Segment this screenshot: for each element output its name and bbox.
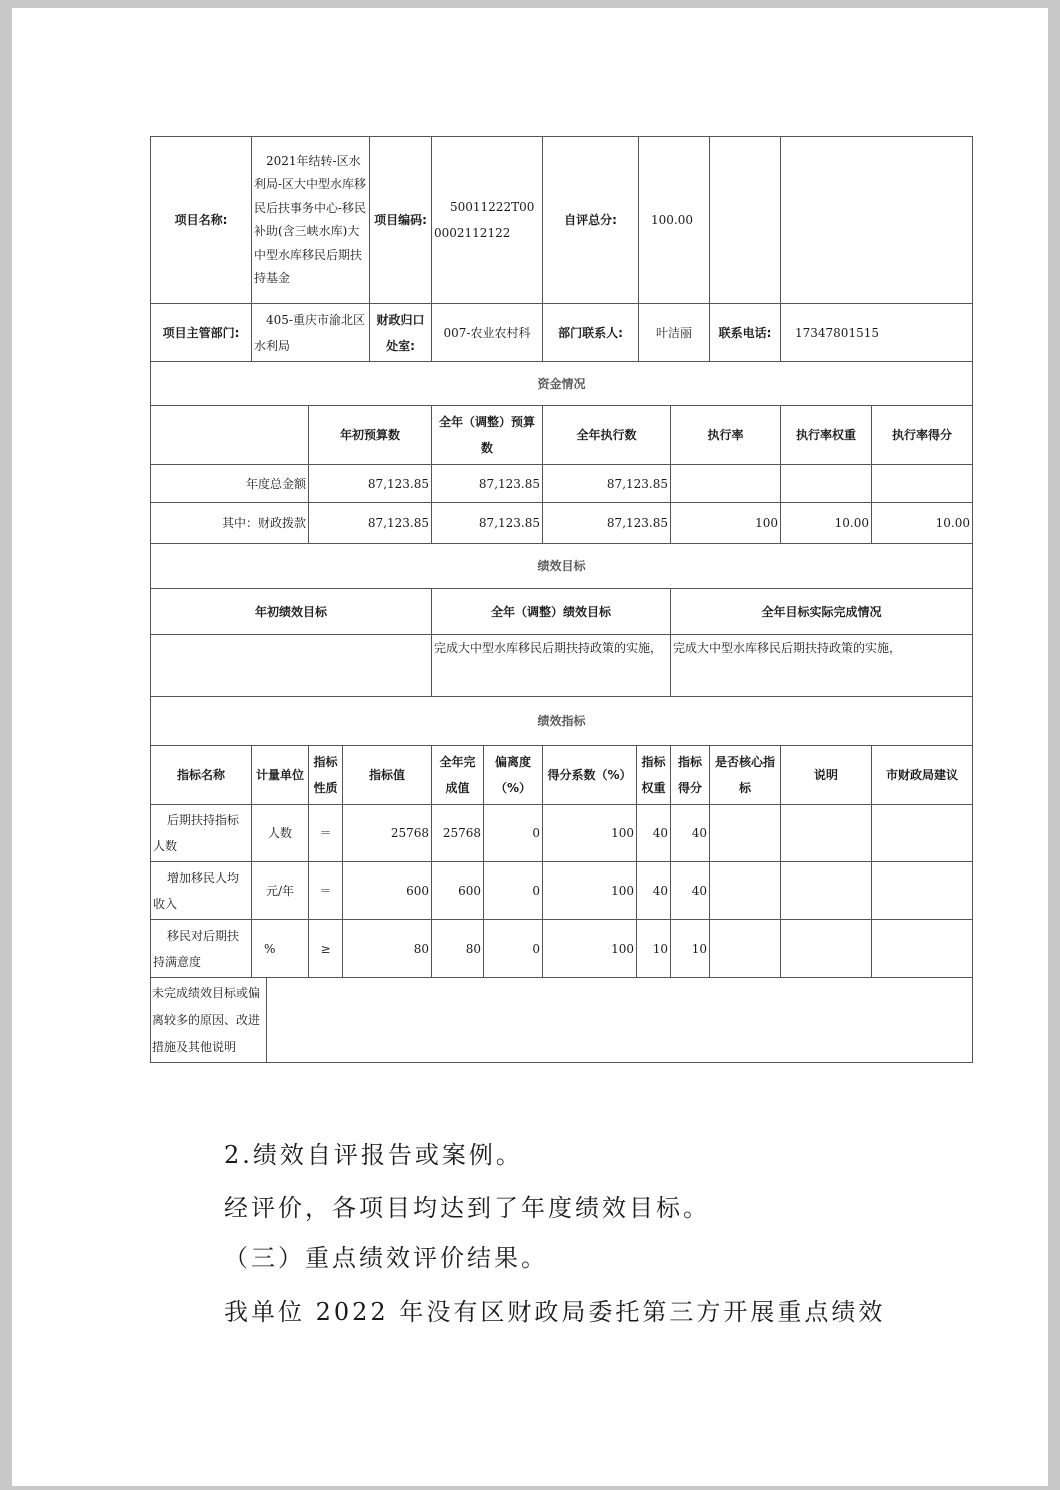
body-line-2: 经评价，各项目均达到了年度绩效目标。 [224, 1194, 710, 1222]
phone-value: 17347801515 [795, 325, 879, 340]
ind-row-name: 后期扶持指标人数 [153, 813, 240, 853]
ind-row-nature: ＝ [319, 826, 332, 840]
ind-row-deviation: 0 [532, 883, 540, 898]
ind-row-weight: 10 [652, 941, 668, 956]
ind-col-advice: 市财政局建议 [885, 768, 958, 782]
contact-value: 叶洁丽 [655, 325, 692, 340]
funds-section-title: 资金情况 [537, 376, 586, 391]
ind-row-coef: 100 [611, 941, 634, 956]
dept-value: 405-重庆市渝北区水利局 [254, 312, 365, 353]
contact-label: 部门联系人: [558, 325, 623, 340]
ind-row-core [710, 805, 780, 861]
body-line-3: （三）重点绩效评价结果。 [224, 1244, 548, 1272]
ind-row-actual: 600 [458, 883, 481, 898]
ind-col-unit: 计量单位 [255, 768, 304, 782]
finance-office-label: 财政归口处室: [376, 312, 425, 353]
goals-col-adjusted: 全年（调整）绩效目标 [490, 604, 611, 619]
goals-adjusted-value: 完成大中型水库移民后期扶持政策的实施， [434, 641, 663, 655]
ind-row-coef: 100 [611, 826, 634, 840]
funds-row-score [872, 465, 972, 502]
document-page [12, 8, 1048, 1486]
funds-row-initial: 87,123.85 [367, 516, 429, 530]
funds-col-initial: 年初预算数 [339, 428, 400, 442]
goals-col-actual: 全年目标实际完成情况 [761, 604, 882, 619]
ind-row-advice [872, 920, 972, 977]
funds-col-score: 执行率得分 [891, 428, 952, 442]
ind-row-core [710, 920, 780, 977]
funds-row-adjusted: 87,123.85 [478, 476, 540, 491]
ind-row-deviation: 0 [532, 941, 540, 956]
project-name-label: 项目名称: [174, 213, 228, 227]
project-code-label: 项目编码: [374, 213, 427, 227]
unfinished-goals-value [267, 978, 972, 1062]
ind-col-core: 是否核心指标 [714, 755, 775, 795]
ind-row-score: 40 [691, 883, 707, 898]
body-line-4: 我单位 2022 年没有区财政局委托第三方开展重点绩效 [224, 1298, 886, 1326]
self-score-label: 自评总分: [564, 213, 617, 227]
funds-row-label: 年度总金额 [245, 476, 306, 491]
funds-row-rate: 100 [755, 516, 778, 530]
funds-row-label: 其中：财政拨款 [221, 516, 306, 530]
indicators-section-title: 绩效指标 [537, 714, 586, 728]
funds-row-executed: 87,123.85 [606, 516, 668, 530]
ind-row-note [781, 862, 871, 919]
ind-row-advice [872, 805, 972, 861]
ind-row-core [710, 862, 780, 919]
ind-row-target: 25768 [390, 826, 429, 840]
ind-row-note [781, 920, 871, 977]
goals-section-title: 绩效目标 [537, 559, 586, 573]
ind-row-name: 增加移民人均收入 [153, 870, 240, 911]
ind-col-nature: 指标性质 [313, 755, 338, 795]
goals-col-initial: 年初绩效目标 [254, 604, 327, 619]
funds-col-adjusted: 全年（调整）预算数 [438, 415, 535, 455]
finance-office-value: 007-农业农村科 [443, 325, 531, 340]
phone-label: 联系电话: [718, 325, 772, 340]
ind-row-unit: 人数 [267, 826, 292, 840]
funds-row-weight: 10.00 [834, 516, 869, 530]
ind-row-actual: 25768 [442, 826, 481, 840]
ind-row-nature: ＝ [319, 883, 332, 898]
self-score-value: 100.00 [651, 213, 693, 227]
ind-row-coef: 100 [611, 883, 634, 898]
funds-col-executed: 全年执行数 [576, 428, 637, 442]
funds-row-weight [781, 465, 871, 502]
funds-col-weight: 执行率权重 [795, 428, 856, 442]
funds-row-initial: 87,123.85 [367, 476, 429, 491]
ind-row-name: 移民对后期扶持满意度 [153, 928, 240, 969]
funds-row-rate [671, 465, 780, 502]
ind-row-target: 600 [406, 883, 429, 898]
goals-initial-value [151, 635, 431, 696]
ind-col-weight: 指标权重 [641, 755, 666, 795]
ind-row-unit: % [264, 941, 276, 956]
ind-row-weight: 40 [652, 883, 668, 898]
ind-col-name: 指标名称 [176, 768, 225, 782]
unfinished-goals-label: 未完成绩效目标或偏离较多的原因、改进措施及其他说明 [152, 985, 261, 1054]
ind-row-actual: 80 [465, 941, 481, 956]
ind-col-score: 指标得分 [677, 755, 702, 795]
dept-label: 项目主管部门: [162, 325, 240, 340]
ind-col-actual: 全年完成值 [439, 755, 476, 795]
goals-actual-value: 完成大中型水库移民后期扶持政策的实施， [673, 641, 902, 655]
ind-row-nature: ≥ [320, 941, 331, 956]
funds-col-rate: 执行率 [707, 428, 744, 442]
ind-col-coef: 得分系数（%） [547, 768, 632, 782]
funds-row-score: 10.00 [935, 516, 970, 530]
ind-col-note: 说明 [813, 768, 838, 782]
ind-row-unit: 元/年 [265, 883, 295, 898]
ind-row-advice [872, 862, 972, 919]
ind-row-deviation: 0 [532, 826, 540, 840]
ind-row-score: 10 [691, 941, 707, 956]
ind-row-weight: 40 [652, 826, 668, 840]
ind-col-target: 指标值 [368, 768, 405, 782]
funds-row-executed: 87,123.85 [606, 476, 668, 491]
funds-row-adjusted: 87,123.85 [478, 516, 540, 530]
ind-row-note [781, 805, 871, 861]
project-name-value: 2021年结转-区水利局-区大中型水库移民后扶事务中心-移民补助(含三峡水库)大中型水库移民后期扶持基金 [254, 153, 367, 285]
ind-col-deviation: 偏离度（%） [494, 755, 532, 795]
ind-row-target: 80 [413, 941, 429, 956]
ind-row-score: 40 [691, 826, 707, 840]
body-line-1: 2.绩效自评报告或案例。 [224, 1141, 523, 1169]
project-code-value: 50011222T000002112122 [434, 200, 535, 240]
